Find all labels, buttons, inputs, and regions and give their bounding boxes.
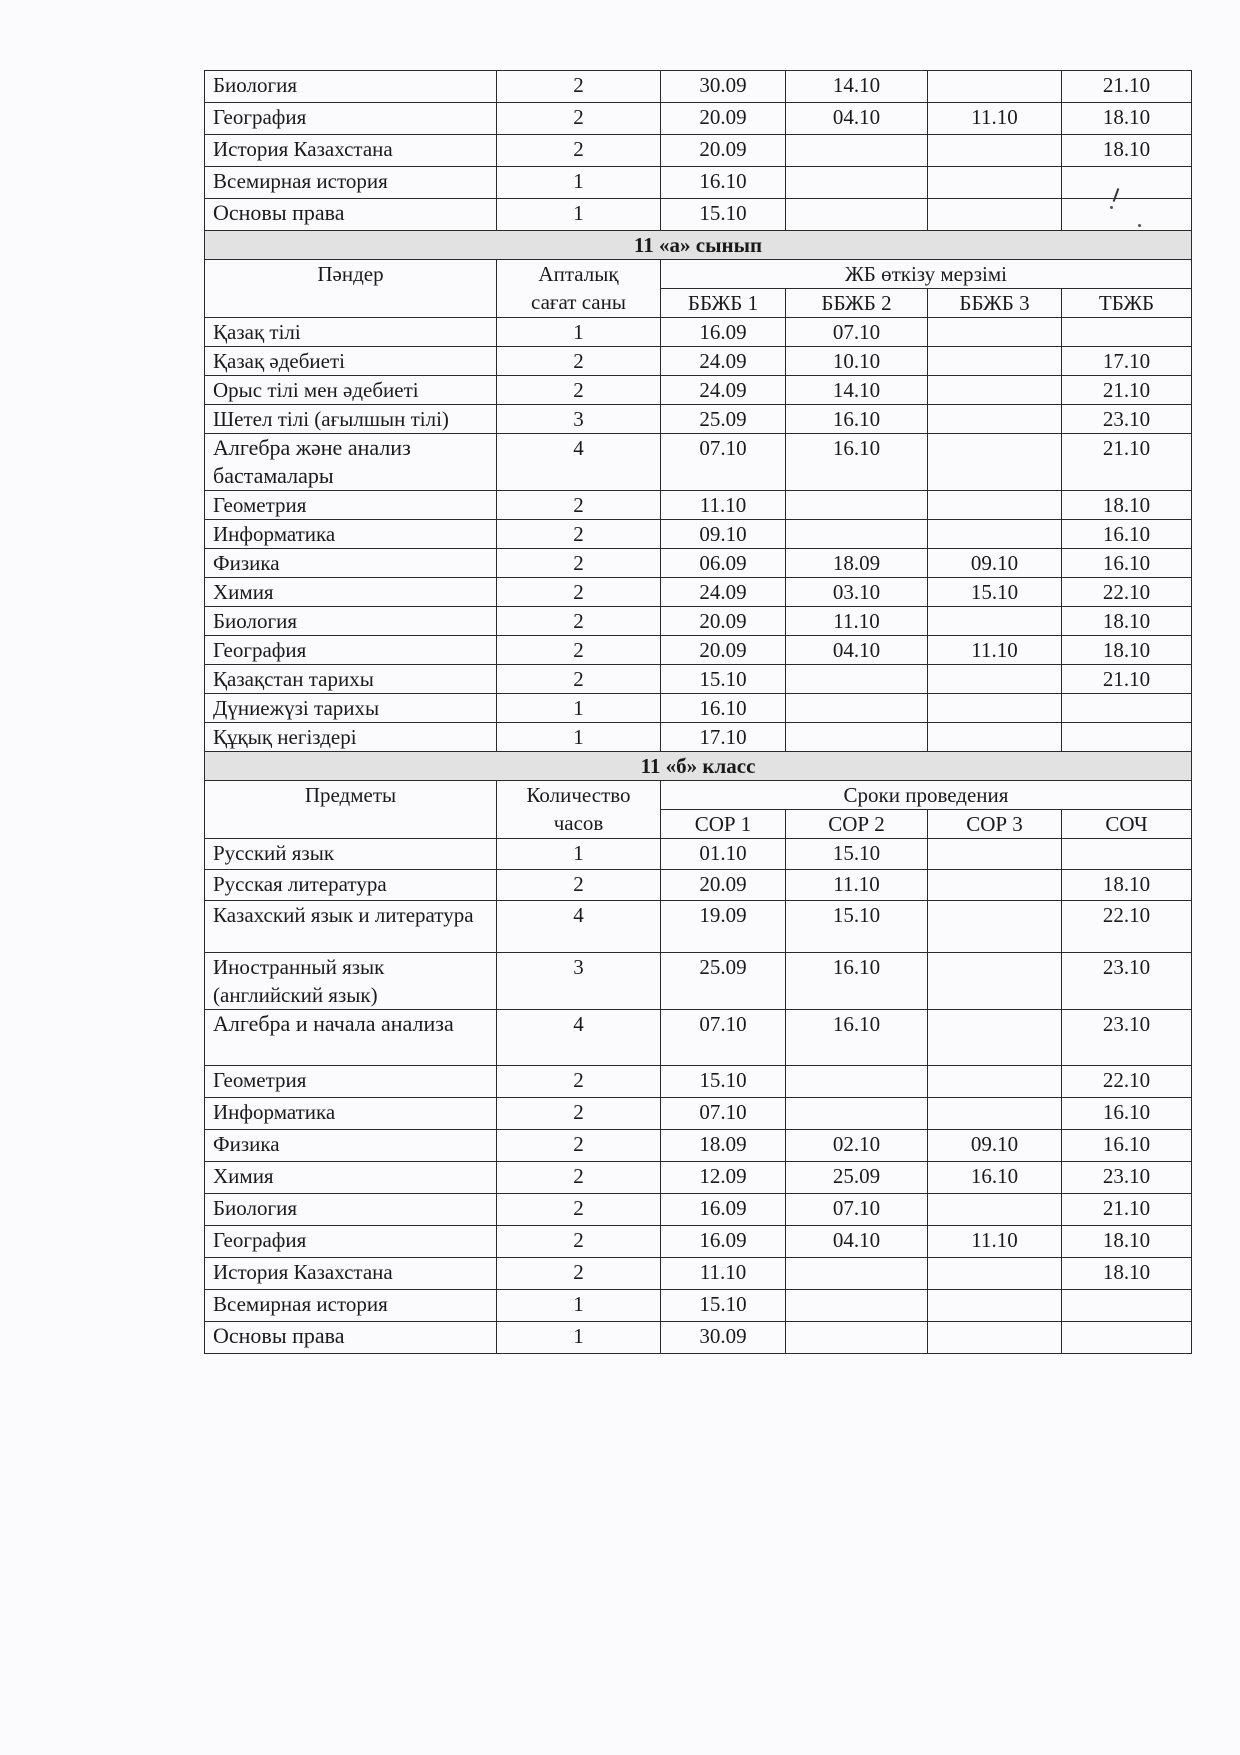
header-col: СОР 3 — [928, 810, 1062, 839]
table-row — [205, 636, 1192, 665]
section-title: 11 «а» сынып — [205, 231, 1192, 260]
date-cell: 23.10 — [1062, 405, 1192, 434]
subject-cell: Основы права — [205, 1322, 497, 1354]
date-cell: 11.10 — [928, 1226, 1062, 1258]
date-cell — [928, 665, 1062, 694]
date-cell: 18.10 — [1062, 1226, 1192, 1258]
section-title: 11 «б» класс — [205, 752, 1192, 781]
date-cell: 20.09 — [661, 135, 786, 167]
header-col: ТБЖБ — [1062, 289, 1192, 318]
header-col: ББЖБ 3 — [928, 289, 1062, 318]
date-cell: 01.10 — [661, 839, 786, 870]
hours-cell: 1 — [497, 1322, 661, 1354]
header-col: ББЖБ 2 — [786, 289, 928, 318]
table-row — [205, 549, 1192, 578]
date-cell: 24.09 — [661, 578, 786, 607]
subject-cell: Биология — [205, 71, 497, 103]
table-row — [205, 1226, 1192, 1258]
hours-cell: 2 — [497, 607, 661, 636]
hours-cell: 1 — [497, 694, 661, 723]
date-cell — [928, 694, 1062, 723]
subject-cell: Русская литература — [205, 870, 497, 901]
date-cell — [928, 167, 1062, 199]
date-cell: 07.10 — [661, 1010, 786, 1066]
date-cell: 16.10 — [661, 167, 786, 199]
date-cell: 16.10 — [928, 1162, 1062, 1194]
date-cell: 16.09 — [661, 1194, 786, 1226]
subject-cell: Қазақ әдебиеті — [205, 347, 497, 376]
hours-cell: 2 — [497, 870, 661, 901]
header-hours-line1: Количество — [526, 783, 631, 807]
header-col: СОЧ — [1062, 810, 1192, 839]
hours-cell: 2 — [497, 665, 661, 694]
date-cell: 23.10 — [1062, 1162, 1192, 1194]
date-cell — [928, 1322, 1062, 1354]
table-row — [205, 694, 1192, 723]
date-cell — [786, 723, 928, 752]
hours-cell: 4 — [497, 901, 661, 953]
date-cell: 11.10 — [661, 1258, 786, 1290]
date-cell — [928, 1258, 1062, 1290]
date-cell — [928, 318, 1062, 347]
date-cell: 07.10 — [786, 1194, 928, 1226]
date-cell: 16.10 — [786, 405, 928, 434]
date-cell: 16.09 — [661, 318, 786, 347]
date-cell: 20.09 — [661, 870, 786, 901]
date-cell: 25.09 — [786, 1162, 928, 1194]
date-cell: 16.10 — [661, 694, 786, 723]
date-cell: 14.10 — [786, 376, 928, 405]
subject-cell: Биология — [205, 607, 497, 636]
hours-cell: 1 — [497, 1290, 661, 1322]
date-cell: 18.10 — [1062, 491, 1192, 520]
subject-cell: Иностранный язык (английский язык) — [205, 953, 497, 1010]
date-cell — [786, 1066, 928, 1098]
table-row — [205, 167, 1192, 199]
date-cell: 06.09 — [661, 549, 786, 578]
date-cell — [786, 135, 928, 167]
date-cell: 18.10 — [1062, 1258, 1192, 1290]
date-cell: 15.10 — [786, 839, 928, 870]
date-cell: 20.09 — [661, 636, 786, 665]
date-cell — [928, 347, 1062, 376]
table-row — [205, 520, 1192, 549]
date-cell: 09.10 — [928, 1130, 1062, 1162]
date-cell: 07.10 — [661, 1098, 786, 1130]
date-cell: 19.09 — [661, 901, 786, 953]
table-row — [205, 870, 1192, 901]
table-row — [205, 607, 1192, 636]
date-cell: 07.10 — [786, 318, 928, 347]
hours-cell: 3 — [497, 953, 661, 1010]
subject-cell: Химия — [205, 1162, 497, 1194]
date-cell — [928, 199, 1062, 231]
table-row — [205, 723, 1192, 752]
date-cell — [786, 491, 928, 520]
date-cell — [1062, 694, 1192, 723]
hours-cell: 1 — [497, 318, 661, 347]
table-row — [205, 1130, 1192, 1162]
table-row — [205, 953, 1192, 1010]
date-cell — [928, 901, 1062, 953]
date-cell — [1062, 1322, 1192, 1354]
date-cell — [786, 1258, 928, 1290]
subject-cell: Геометрия — [205, 491, 497, 520]
date-cell — [1062, 839, 1192, 870]
subject-cell: Химия — [205, 578, 497, 607]
date-cell: 11.10 — [786, 607, 928, 636]
subject-cell: Всемирная история — [205, 167, 497, 199]
date-cell: 12.09 — [661, 1162, 786, 1194]
subject-cell: Физика — [205, 549, 497, 578]
date-cell — [928, 520, 1062, 549]
hours-cell: 2 — [497, 636, 661, 665]
date-cell: 15.10 — [661, 1066, 786, 1098]
date-cell: 23.10 — [1062, 953, 1192, 1010]
date-cell: 17.10 — [1062, 347, 1192, 376]
date-cell: 25.09 — [661, 953, 786, 1010]
date-cell: 18.10 — [1062, 135, 1192, 167]
subject-cell: География — [205, 103, 497, 135]
hours-cell: 1 — [497, 167, 661, 199]
date-cell: 04.10 — [786, 636, 928, 665]
date-cell: 30.09 — [661, 71, 786, 103]
section-band — [205, 752, 1192, 781]
hours-cell: 3 — [497, 405, 661, 434]
subject-cell: Всемирная история — [205, 1290, 497, 1322]
header-hours-line2: часов — [553, 811, 604, 835]
date-cell: 11.10 — [661, 491, 786, 520]
table-row — [205, 1010, 1192, 1066]
hours-cell: 4 — [497, 434, 661, 491]
schedule-body — [205, 71, 1192, 1354]
date-cell — [928, 1098, 1062, 1130]
table-row — [205, 578, 1192, 607]
date-cell — [928, 1290, 1062, 1322]
date-cell: 16.10 — [1062, 1098, 1192, 1130]
date-cell: 16.10 — [1062, 549, 1192, 578]
table-row — [205, 318, 1192, 347]
date-cell: 21.10 — [1062, 665, 1192, 694]
hours-cell: 2 — [497, 103, 661, 135]
hours-cell: 2 — [497, 135, 661, 167]
date-cell: 15.10 — [661, 665, 786, 694]
date-cell: 03.10 — [786, 578, 928, 607]
hours-cell: 2 — [497, 549, 661, 578]
date-cell: 21.10 — [1062, 1194, 1192, 1226]
date-cell: 15.10 — [661, 1290, 786, 1322]
table-row — [205, 376, 1192, 405]
subject-cell: Основы права — [205, 199, 497, 231]
hours-cell: 2 — [497, 71, 661, 103]
date-cell: 16.10 — [1062, 1130, 1192, 1162]
table-row — [205, 1194, 1192, 1226]
subject-cell: История Казахстана — [205, 135, 497, 167]
date-cell — [786, 520, 928, 549]
table-row — [205, 71, 1192, 103]
date-cell: 18.09 — [661, 1130, 786, 1162]
header-subject: Предметы — [205, 781, 497, 839]
subject-cell: География — [205, 636, 497, 665]
date-cell — [1062, 167, 1192, 199]
date-cell — [928, 1010, 1062, 1066]
date-cell — [928, 491, 1062, 520]
date-cell — [786, 167, 928, 199]
table-row — [205, 1162, 1192, 1194]
table-row — [205, 135, 1192, 167]
date-cell: 04.10 — [786, 1226, 928, 1258]
date-cell: 20.09 — [661, 103, 786, 135]
date-cell: 25.09 — [661, 405, 786, 434]
date-cell: 09.10 — [661, 520, 786, 549]
date-cell — [786, 199, 928, 231]
date-cell — [786, 665, 928, 694]
date-cell: 21.10 — [1062, 434, 1192, 491]
table-row — [205, 1098, 1192, 1130]
date-cell — [786, 1322, 928, 1354]
date-cell: 18.10 — [1062, 607, 1192, 636]
subject-cell: Қазақ тілі — [205, 318, 497, 347]
hours-cell: 2 — [497, 520, 661, 549]
date-cell: 22.10 — [1062, 901, 1192, 953]
subject-cell: География — [205, 1226, 497, 1258]
hours-cell: 2 — [497, 1098, 661, 1130]
subject-cell: Дүниежүзі тарихы — [205, 694, 497, 723]
date-cell: 23.10 — [1062, 1010, 1192, 1066]
subject-cell: Казахский язык и литература — [205, 901, 497, 953]
table-row — [205, 665, 1192, 694]
date-cell: 22.10 — [1062, 1066, 1192, 1098]
subject-cell: Шетел тілі (ағылшын тілі) — [205, 405, 497, 434]
subject-cell: Биология — [205, 1194, 497, 1226]
date-cell — [928, 870, 1062, 901]
date-cell: 02.10 — [786, 1130, 928, 1162]
table-row — [205, 1290, 1192, 1322]
date-cell: 21.10 — [1062, 71, 1192, 103]
header-hours — [497, 781, 661, 839]
hours-cell: 2 — [497, 1066, 661, 1098]
hours-cell: 2 — [497, 1226, 661, 1258]
header-hours-line2: сағат саны — [531, 290, 626, 314]
hours-cell: 2 — [497, 491, 661, 520]
hours-cell: 2 — [497, 347, 661, 376]
hours-cell: 4 — [497, 1010, 661, 1066]
date-cell — [928, 1066, 1062, 1098]
date-cell — [1062, 318, 1192, 347]
date-cell — [928, 376, 1062, 405]
date-cell: 11.10 — [928, 103, 1062, 135]
subject-cell: Алгебра и начала анализа — [205, 1010, 497, 1066]
table-row — [205, 347, 1192, 376]
date-cell — [928, 135, 1062, 167]
date-cell — [786, 694, 928, 723]
date-cell: 15.10 — [661, 199, 786, 231]
table-row — [205, 1066, 1192, 1098]
hours-cell: 2 — [497, 376, 661, 405]
date-cell — [786, 1098, 928, 1130]
date-cell — [928, 953, 1062, 1010]
date-cell: 11.10 — [786, 870, 928, 901]
date-cell: 10.10 — [786, 347, 928, 376]
hours-cell: 1 — [497, 839, 661, 870]
table-row — [205, 839, 1192, 870]
date-cell — [1062, 1290, 1192, 1322]
pen-dot — [1138, 224, 1141, 227]
date-cell: 24.09 — [661, 376, 786, 405]
table-row — [205, 1258, 1192, 1290]
subject-cell: Информатика — [205, 520, 497, 549]
date-cell — [928, 839, 1062, 870]
date-cell: 18.10 — [1062, 870, 1192, 901]
date-cell: 16.10 — [1062, 520, 1192, 549]
date-cell — [928, 405, 1062, 434]
subject-cell: Алгебра және анализ бастамалары — [205, 434, 497, 491]
date-cell: 24.09 — [661, 347, 786, 376]
date-cell — [1062, 723, 1192, 752]
subject-cell: Русский язык — [205, 839, 497, 870]
date-cell: 18.10 — [1062, 636, 1192, 665]
header-hours — [497, 260, 661, 318]
date-cell: 18.09 — [786, 549, 928, 578]
subject-cell: Геометрия — [205, 1066, 497, 1098]
date-cell: 21.10 — [1062, 376, 1192, 405]
date-cell: 30.09 — [661, 1322, 786, 1354]
hours-cell: 2 — [497, 578, 661, 607]
subject-cell: Орыс тілі мен әдебиеті — [205, 376, 497, 405]
date-cell: 15.10 — [786, 901, 928, 953]
subject-cell: Информатика — [205, 1098, 497, 1130]
table-row — [205, 103, 1192, 135]
subject-cell: Физика — [205, 1130, 497, 1162]
date-cell: 15.10 — [928, 578, 1062, 607]
header-col: ББЖБ 1 — [661, 289, 786, 318]
hours-cell: 1 — [497, 723, 661, 752]
date-cell: 16.10 — [786, 434, 928, 491]
header-period: Сроки проведения — [661, 781, 1192, 810]
header-row — [205, 781, 1192, 810]
date-cell: 22.10 — [1062, 578, 1192, 607]
hours-cell: 2 — [497, 1130, 661, 1162]
date-cell: 09.10 — [928, 549, 1062, 578]
header-row — [205, 260, 1192, 289]
date-cell — [928, 434, 1062, 491]
subject-cell: Қазақстан тарихы — [205, 665, 497, 694]
date-cell — [1062, 199, 1192, 231]
date-cell — [786, 1290, 928, 1322]
date-cell: 16.09 — [661, 1226, 786, 1258]
section-band — [205, 231, 1192, 260]
date-cell — [928, 1194, 1062, 1226]
table-row — [205, 1322, 1192, 1354]
hours-cell: 2 — [497, 1194, 661, 1226]
table-row — [205, 405, 1192, 434]
hours-cell: 2 — [497, 1162, 661, 1194]
date-cell: 07.10 — [661, 434, 786, 491]
date-cell: 11.10 — [928, 636, 1062, 665]
date-cell: 04.10 — [786, 103, 928, 135]
pen-dot — [1110, 206, 1113, 209]
date-cell — [928, 607, 1062, 636]
header-period: ЖБ өткізу мерзімі — [661, 260, 1192, 289]
header-hours-line1: Апталық — [538, 262, 619, 286]
subject-cell: Құқық негіздері — [205, 723, 497, 752]
date-cell — [928, 71, 1062, 103]
header-col: СОР 1 — [661, 810, 786, 839]
schedule-table — [204, 70, 1192, 1354]
date-cell: 20.09 — [661, 607, 786, 636]
table-row — [205, 199, 1192, 231]
date-cell: 18.10 — [1062, 103, 1192, 135]
date-cell: 16.10 — [786, 1010, 928, 1066]
table-row — [205, 901, 1192, 953]
header-col: СОР 2 — [786, 810, 928, 839]
date-cell: 17.10 — [661, 723, 786, 752]
subject-cell: История Казахстана — [205, 1258, 497, 1290]
table-row — [205, 434, 1192, 491]
table-row — [205, 491, 1192, 520]
date-cell — [928, 723, 1062, 752]
header-subject: Пәндер — [205, 260, 497, 318]
hours-cell: 1 — [497, 199, 661, 231]
date-cell: 16.10 — [786, 953, 928, 1010]
date-cell: 14.10 — [786, 71, 928, 103]
hours-cell: 2 — [497, 1258, 661, 1290]
